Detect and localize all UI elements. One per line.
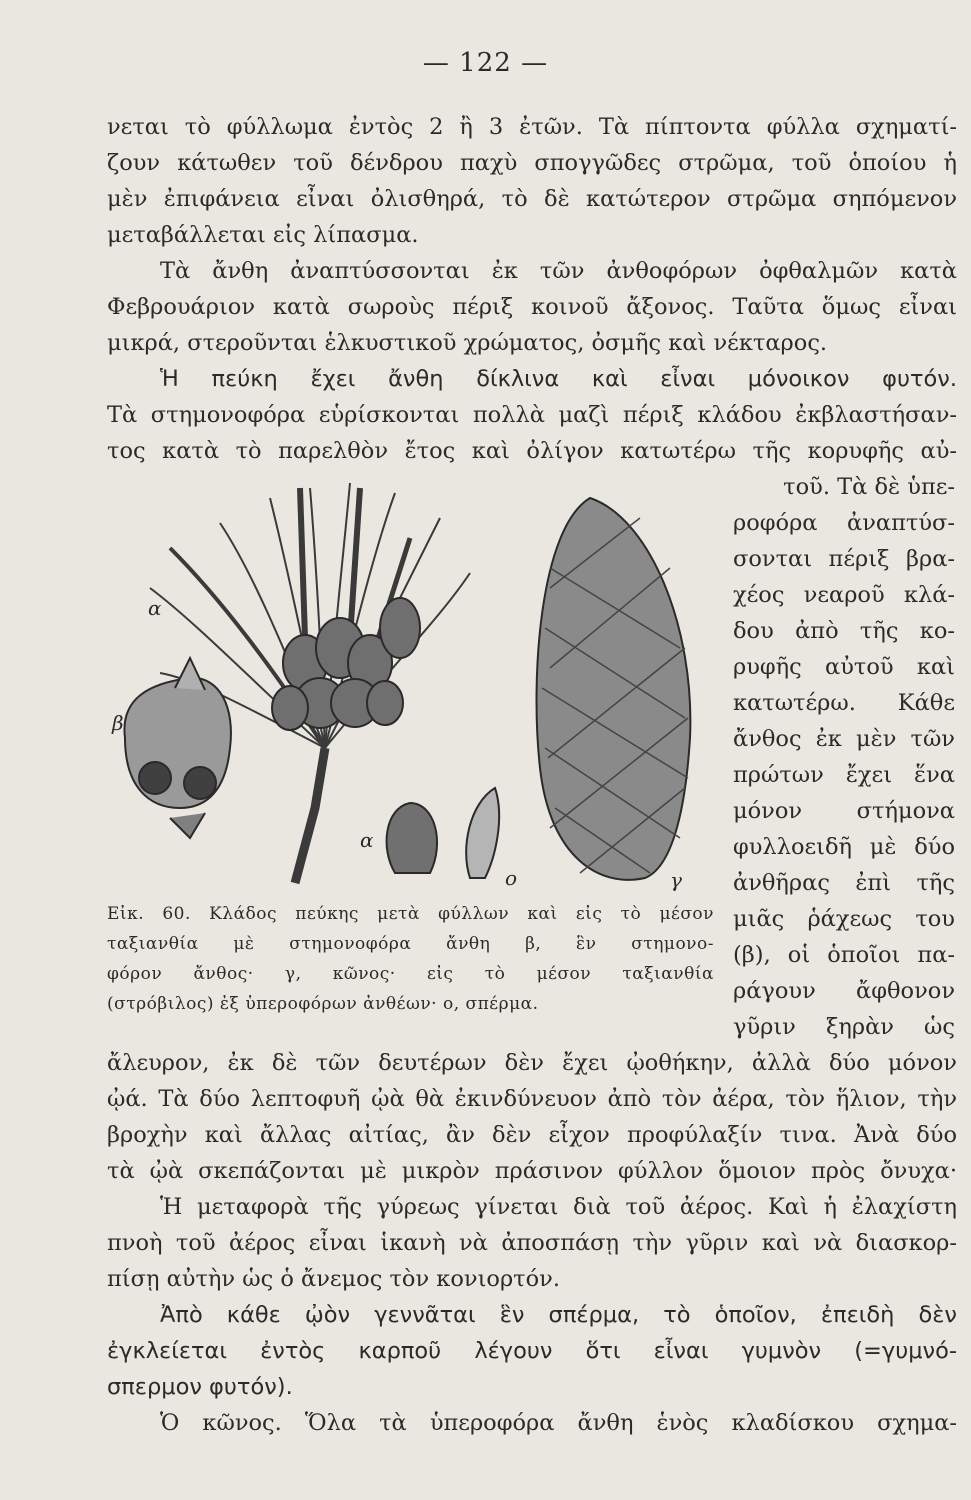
text-line: ᾠά. Τὰ δύο λεπτοφυῆ ᾠὰ θὰ ἐκινδύνευον ἀπὸ τὸν ἀέρα, τὸν ἥλιον, τὴν <box>107 1086 957 1112</box>
figure-label-b: β <box>112 711 124 735</box>
side-text-line: κατωτέρω. Κάθε <box>733 690 955 716</box>
side-text-line: χέος νεαροῦ κλά- <box>733 582 955 608</box>
side-text-line: φυλλοειδῆ μὲ δύο <box>733 834 955 860</box>
text-line: Ἡ πεύκη ἔχει ἄνθη δίκλινα καὶ εἶναι μόνοικον φυτόν. <box>160 366 957 392</box>
text-line: ἄλευρον, ἐκ δὲ τῶν δευτέρων δὲν ἔχει ᾠοθήκην, ἀλλὰ δύο μόνον <box>107 1050 957 1076</box>
side-text-line: ράγουν ἄφθονον <box>733 978 955 1004</box>
figure-label-o: ο <box>505 866 518 890</box>
pine-illustration <box>110 478 720 896</box>
figure-caption-line: Εἰκ. 60. Κλάδος πεύκης μετὰ φύλλων καὶ εἰς τὸ μέσον <box>107 904 714 924</box>
page-number: — 122 — <box>422 48 549 78</box>
side-text-line: τοῦ. Τὰ δὲ ὑπε- <box>783 474 955 500</box>
cone-drawing <box>537 498 691 880</box>
text-line: βροχὴν καὶ ἄλλας αἰτίας, ἂν δὲν εἶχον προφύλαξίν τινα. Ἀνὰ δύο <box>107 1122 957 1148</box>
text-line: Ἀπὸ κάθε ᾠὸν γεννᾶται ἓν σπέρμα, τὸ ὁποῖον, ἐπειδὴ δὲν <box>160 1302 957 1328</box>
side-text-line: μιᾶς ῥάχεως του <box>733 906 955 932</box>
text-line: τος κατὰ τὸ παρελθὸν ἔτος καὶ ὀλίγον κατωτέρω τῆς κορυφῆς αὐ- <box>107 438 957 464</box>
side-text-line: ρυφῆς αὐτοῦ καὶ <box>733 654 955 680</box>
text-line: Ὁ κῶνος. Ὅλα τὰ ὑπεροφόρα ἄνθη ἑνὸς κλαδίσκου σχημα- <box>160 1410 957 1436</box>
text-line: μεταβάλλεται εἰς λίπασμα. <box>107 222 419 248</box>
figure-label-c: γ <box>670 868 682 892</box>
figure-caption-line: φόρον ἄνθος· γ, κῶνος· εἰς τὸ μέσον ταξιανθία <box>107 964 714 984</box>
text-line: Τὰ στημονοφόρα εὑρίσκονται πολλὰ μαζὶ πέριξ κλάδου ἐκβλαστήσαν- <box>107 402 957 428</box>
text-line: Φεβρουάριον κατὰ σωροὺς πέριξ κοινοῦ ἄξονος. Ταῦτα ὅμως εἶναι <box>107 294 957 320</box>
text-line: Τὰ ἄνθη ἀναπτύσσονται ἐκ τῶν ἀνθοφόρων ὀφθαλμῶν κατὰ <box>160 258 957 284</box>
text-line: Ἡ μεταφορὰ τῆς γύρεως γίνεται διὰ τοῦ ἀέρος. Καὶ ἡ ἐλαχίστη <box>160 1194 957 1220</box>
text-line: νεται τὸ φύλλωμα ἐντὸς 2 ἢ 3 ἐτῶν. Τὰ πίπτοντα φύλλα σχηματί- <box>107 114 957 140</box>
figure-caption-line: (στρόβιλος) ἐξ ὑπεροφόρων ἀνθέων· ο, σπέρμα. <box>107 994 539 1014</box>
side-text-line: ροφόρα ἀναπτύσ- <box>733 510 955 536</box>
side-text-line: ἀνθῆρας ἐπὶ τῆς <box>733 870 955 896</box>
text-line: πνοὴ τοῦ ἀέρος εἶναι ἱκανὴ νὰ ἀποσπάσῃ τὴν γῦριν καὶ νὰ διασκορ- <box>107 1230 957 1256</box>
side-text-line: πρώτων ἔχει ἕνα <box>733 762 955 788</box>
figure-label-a2: α <box>360 828 374 852</box>
text-line: ζουν κάτωθεν τοῦ δένδρου παχὺ σπογγῶδες στρῶμα, τοῦ ὁποίου ἡ <box>107 150 957 176</box>
seed-drawing <box>387 788 500 878</box>
side-text-line: δου ἀπὸ τῆς κο- <box>733 618 955 644</box>
staminate-cluster <box>272 598 420 730</box>
text-line: μὲν ἐπιφάνεια εἶναι ὀλισθηρά, τὸ δὲ κατώτερον στρῶμα σηπόμενον <box>107 186 957 212</box>
side-text-line: ἄνθος ἐκ μὲν τῶν <box>733 726 955 752</box>
side-text-line: σονται πέριξ βρα- <box>733 546 955 572</box>
side-text-line: μόνον στήμονα <box>733 798 955 824</box>
flower-b-drawing <box>124 658 230 838</box>
side-text-line: (β), οἱ ὁποῖοι πα- <box>733 942 955 968</box>
text-line: πίσῃ αὐτὴν ὡς ὁ ἄνεμος τὸν κονιορτόν. <box>107 1266 561 1292</box>
pine-figure <box>110 478 720 896</box>
text-line: τὰ ᾠὰ σκεπάζονται μὲ μικρὸν πράσινον φύλλον ὅμοιον πρὸς ὄνυχα· <box>107 1158 957 1184</box>
side-text-line: γῦριν ξηρὰν ὡς <box>733 1014 955 1040</box>
figure-caption-line: ταξιανθία μὲ στημονοφόρα ἄνθη β, ἓν στημονο- <box>107 934 714 954</box>
text-line: σπερμον φυτόν). <box>107 1374 293 1400</box>
text-line: μικρά, στεροῦνται ἑλκυστικοῦ χρώματος, ὀσμῆς καὶ νέκταρος. <box>107 330 828 356</box>
figure-label-a: α <box>148 596 162 620</box>
text-line: ἐγκλείεται ἐντὸς καρποῦ λέγουν ὅτι εἶναι γυμνὸν (=γυμνό- <box>107 1338 957 1364</box>
